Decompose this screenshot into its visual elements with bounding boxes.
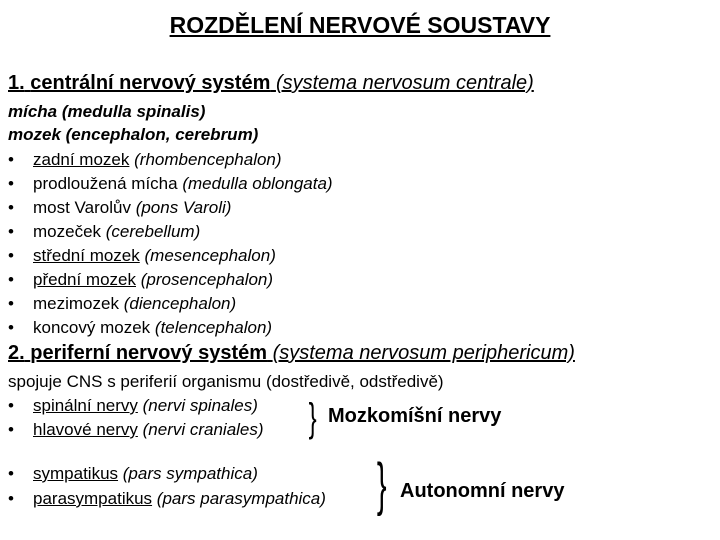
section1-heading xyxy=(8,72,534,95)
section2-latin: (systema nervosum periphericum) xyxy=(272,342,575,364)
bullet-term: přední mozek xyxy=(33,270,136,289)
section1-bullet-item: • zadní mozek (rhombencephalon) xyxy=(8,150,282,169)
bullet-term: mozeček xyxy=(33,222,102,241)
section1-number: 1. xyxy=(8,72,25,94)
section1-bullet-item: • koncový mozek (telencephalon) xyxy=(8,318,273,337)
bullet-latin: (mesencephalon) xyxy=(144,246,276,265)
group1-brace: } xyxy=(308,396,317,440)
group2-bullet-1: • sympatikus (pars sympathica) xyxy=(8,464,258,483)
bullet-latin: (diencephalon) xyxy=(123,294,237,313)
bullet-term: most Varolův xyxy=(33,198,131,217)
group2-bullet-2: • parasympatikus (pars parasympathica) xyxy=(8,489,326,508)
bullet-term: střední mozek xyxy=(33,246,140,265)
group2-label: Autonomní nervy xyxy=(400,480,565,502)
section1-bullet-item: • mezimozek (diencephalon) xyxy=(8,294,237,313)
bullet-term: mezimozek xyxy=(33,294,119,313)
line-mozek: mozek (encephalon, cerebrum) xyxy=(8,125,259,144)
bullet-latin: (prosencephalon) xyxy=(140,270,274,289)
group2-brace: } xyxy=(376,452,387,517)
section2-heading xyxy=(8,342,575,365)
section1-bullet-item: • střední mozek (mesencephalon) xyxy=(8,246,276,265)
section2-intro: spojuje CNS s periferií organismu (dostředivě, odstředivě) xyxy=(8,372,444,391)
bullet-latin: (medulla oblongata) xyxy=(182,174,333,193)
section2-title: periferní nervový systém xyxy=(30,342,268,364)
page-title: ROZDĚLENÍ NERVOVÉ SOUSTAVY xyxy=(169,12,551,38)
section2-number: 2. xyxy=(8,342,25,364)
group1-label: Mozkomíšní nervy xyxy=(328,405,502,427)
section1-title: centrální nervový systém xyxy=(30,72,271,94)
section1-bullet-item: • přední mozek (prosencephalon) xyxy=(8,270,274,289)
bullet-term: koncový mozek xyxy=(33,318,151,337)
bullet-latin: (pons Varoli) xyxy=(135,198,232,217)
bullet-latin: (rhombencephalon) xyxy=(134,150,282,169)
section1-bullet-item: • most Varolův (pons Varoli) xyxy=(8,198,232,217)
group1-bullet-1: • spinální nervy (nervi spinales) xyxy=(8,396,258,415)
bullet-latin: (cerebellum) xyxy=(105,222,201,241)
bullet-latin: (telencephalon) xyxy=(154,318,273,337)
section1-latin: (systema nervosum centrale) xyxy=(275,72,534,94)
line-michа: mícha (medulla spinalis) xyxy=(8,102,206,121)
bullet-term: prodloužená mícha xyxy=(33,174,178,193)
group1-bullet-2: • hlavové nervy (nervi craniales) xyxy=(8,420,264,439)
section1-bullet-item: • prodloužená mícha (medulla oblongata) xyxy=(8,174,333,193)
bullet-term: zadní mozek xyxy=(33,150,130,169)
section1-bullet-item: • mozeček (cerebellum) xyxy=(8,222,201,241)
